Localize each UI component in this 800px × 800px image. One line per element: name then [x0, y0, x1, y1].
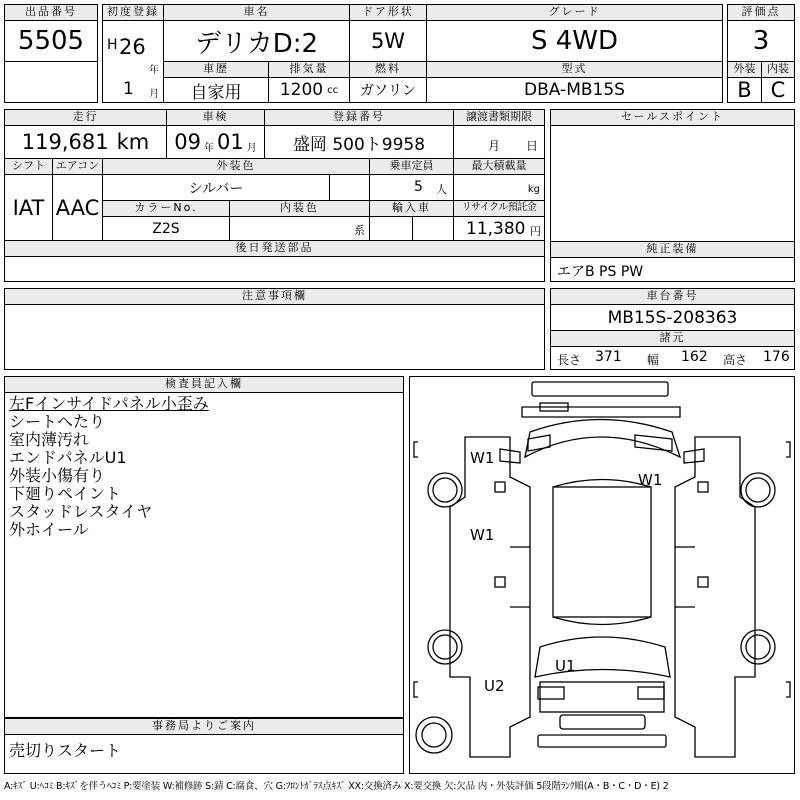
color-no: Z2S: [102, 216, 230, 241]
first-reg-year: 26: [119, 35, 146, 59]
office-label: 事務局よりご案内: [4, 718, 404, 735]
car-name: デリカD:2: [163, 20, 350, 62]
transfer-month-unit: 月: [488, 139, 501, 153]
inspection-year: 09: [174, 130, 201, 154]
transfer-docs-label: 譲渡書類期限: [453, 109, 545, 126]
import-box-b: [412, 216, 454, 241]
inspector-line: 外ホイール: [9, 520, 89, 539]
score-label: 評価点: [727, 4, 795, 21]
max-load-unit: kg: [527, 184, 540, 195]
inspection-year-unit: 年: [204, 142, 214, 154]
notes-box: [4, 304, 545, 370]
aircon: AAC: [52, 174, 103, 241]
door-label: ドア形状: [349, 4, 427, 21]
lot-blank: [4, 61, 98, 103]
fuel-label: 燃料: [349, 61, 427, 78]
capacity-box: [369, 174, 454, 201]
lot-number: 5505: [4, 20, 98, 62]
import-label: 輸入車: [369, 200, 454, 217]
max-load-label: 最大積載量: [453, 158, 545, 175]
max-load-box: [453, 174, 545, 201]
displacement-label: 排気量: [268, 61, 350, 78]
first-reg-era: H: [107, 37, 118, 53]
mileage-unit: km: [116, 130, 150, 154]
shift-label: シフト: [4, 158, 53, 175]
dims-box: [550, 346, 795, 370]
first-reg-month-unit: 月: [149, 89, 159, 100]
office-message: 売切りスタート: [9, 741, 122, 760]
chassis-number: MB15S-208363: [550, 304, 795, 331]
capacity-label: 乗車定員: [369, 158, 454, 175]
grade: S 4WD: [426, 20, 723, 62]
chassis-label: 車台番号: [550, 288, 795, 305]
first-reg-label: 初度登録: [102, 4, 164, 21]
aircon-label: エアコン: [52, 158, 103, 175]
sales-point-box: [550, 125, 795, 242]
exterior-score-label: 外装: [727, 61, 762, 78]
damage-mark: U1: [555, 657, 576, 675]
first-reg-year-unit: 年: [149, 65, 159, 76]
mileage-box: [4, 125, 167, 159]
plate-number: 盛岡 500ト9958: [264, 125, 454, 159]
equipment-box: [550, 257, 795, 282]
shift: IAT: [4, 174, 53, 241]
inspector-line: 室内薄汚れ: [9, 430, 90, 449]
later-parts-box: [4, 256, 545, 282]
dims-label: 諸元: [550, 330, 795, 347]
car-diagram-svg: [410, 377, 794, 773]
legend: A:ｷｽﾞ U:ﾍｺﾐ B:ｷｽﾞを伴うﾍｺﾐ P:要塗装 W:補修跡 S:錆 C:腐食、穴 G:ﾌﾛﾝﾄｶﾞﾗｽ点ｷｽﾞ XX:交換済み X:要交換 欠:欠品 内・外装評価 5段階ﾗﾝｸ順(A・B・C・D・E) 2: [4, 781, 669, 792]
width-label: 幅: [647, 353, 660, 367]
plate-label: 登録番号: [264, 109, 454, 126]
inspector-line: 外装小傷有り: [9, 466, 106, 485]
car-diagram: [409, 376, 795, 774]
score: 3: [727, 20, 795, 62]
inspection-label: 車検: [166, 109, 265, 126]
grade-label: グレード: [426, 4, 723, 21]
inspector-line: スタッドレスタイヤ: [9, 502, 153, 521]
lot-label: 出品番号: [4, 4, 98, 21]
inspector-line: シートへたり: [9, 412, 106, 431]
inspection-month: 01: [217, 130, 244, 154]
model-type-label: 型式: [426, 61, 723, 78]
inspector-label: 検査員記入欄: [4, 376, 404, 393]
recycle-amount: 11,380: [466, 219, 526, 239]
displacement: 1200: [279, 80, 324, 100]
height-label: 高さ: [723, 353, 748, 367]
transfer-docs-box: [453, 125, 545, 159]
door-type: 5W: [349, 20, 427, 62]
color-no-label: カラーNo.: [102, 200, 230, 217]
fuel: ガソリン: [349, 77, 427, 103]
history-label: 車歴: [163, 61, 269, 78]
import-box-a: [369, 216, 413, 241]
ext-color-extra: [329, 174, 370, 201]
transfer-day-unit: 日: [526, 139, 539, 153]
recycle-label: リサイクル預託金: [453, 200, 545, 217]
equipment-label: 純正装備: [550, 241, 795, 258]
notes-label: 注意事項欄: [4, 288, 545, 305]
exterior-score: B: [727, 77, 762, 103]
int-color-suffix: 系: [354, 224, 365, 237]
length: 371: [595, 349, 622, 365]
int-color-box: [229, 216, 370, 241]
office-box: [4, 734, 404, 774]
interior-score-label: 内装: [761, 61, 795, 78]
later-parts-label: 後日発送部品: [4, 240, 545, 257]
sales-point-label: セールスポイント: [550, 109, 795, 126]
damage-mark: W1: [470, 449, 495, 467]
ext-color: シルバー: [102, 174, 330, 201]
inspector-line: 下廻りペイント: [9, 484, 122, 503]
displacement-box: [268, 77, 350, 103]
recycle-unit: 円: [530, 225, 541, 238]
ext-color-label: 外装色: [102, 158, 370, 175]
damage-mark: W1: [638, 471, 663, 489]
history: 自家用: [163, 77, 269, 103]
interior-score: C: [761, 77, 795, 103]
displacement-unit: cc: [327, 84, 339, 96]
inspection-month-unit: 月: [246, 142, 257, 154]
inspector-notes: [4, 392, 404, 718]
inspection-box: [166, 125, 265, 159]
width: 162: [681, 349, 708, 365]
first-reg-month: 1: [123, 79, 134, 99]
capacity-unit: 人: [436, 183, 447, 196]
mileage-label: 走行: [4, 109, 167, 126]
recycle-box: [453, 216, 545, 241]
car-name-label: 車名: [163, 4, 350, 21]
mileage: 119,681: [21, 130, 109, 154]
damage-mark: U2: [484, 677, 505, 695]
length-label: 長さ: [557, 353, 582, 367]
equipment: エアB PS PW: [557, 264, 644, 280]
first-reg-box: [102, 20, 164, 103]
height: 176: [763, 349, 790, 365]
inspector-line: 左Fインサイドパネル小歪み: [9, 394, 209, 413]
capacity: 5: [414, 179, 423, 195]
int-color-label: 内装色: [229, 200, 370, 217]
inspector-line: エンドパネルU1: [9, 448, 127, 467]
model-type: DBA-MB15S: [426, 77, 723, 103]
damage-mark: W1: [470, 526, 495, 544]
